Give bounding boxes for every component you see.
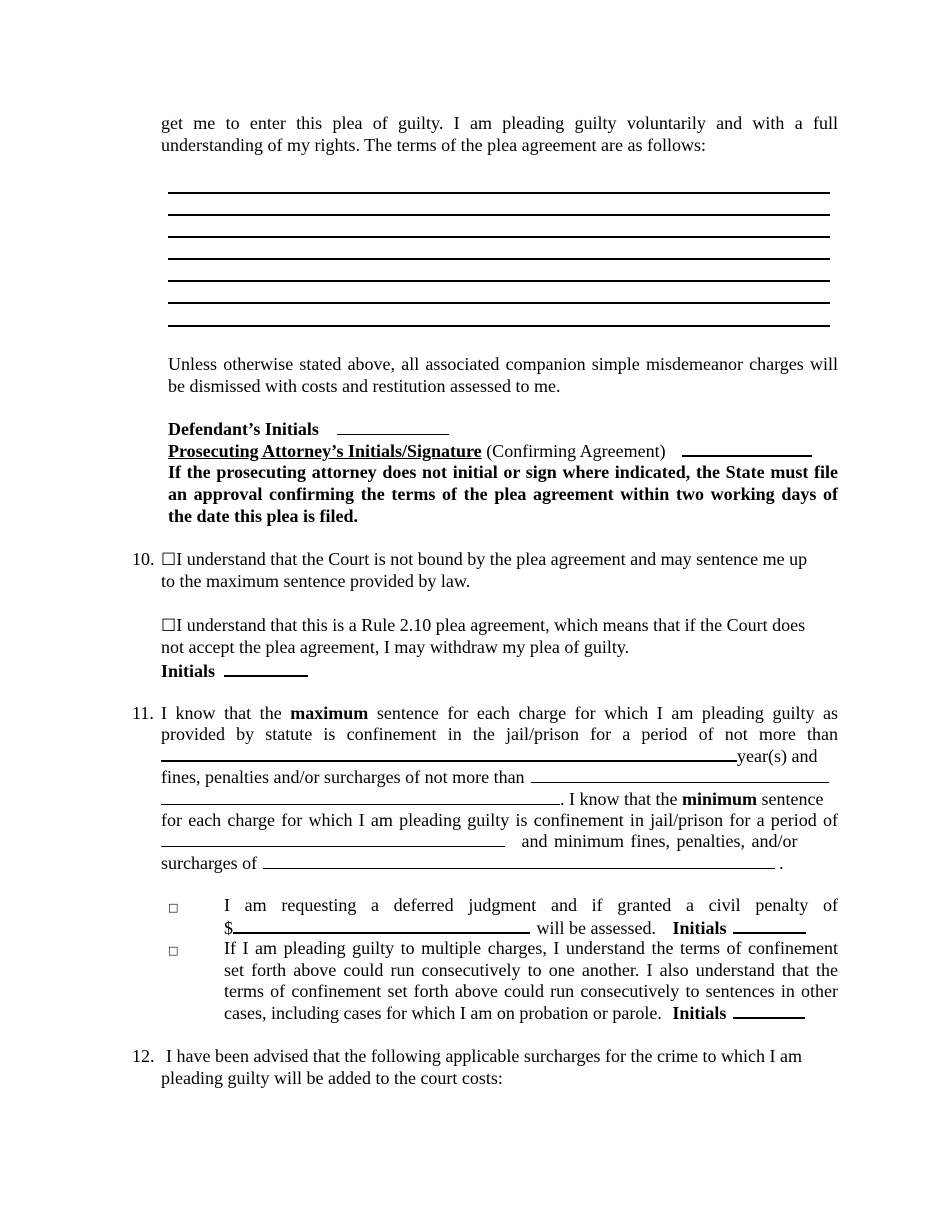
item-11-line-3 [161,744,838,767]
item-11-text-3: year(s) and [737,746,818,766]
item-10-line-2: to the maximum sentence provided by law. [161,571,471,591]
item-11-text-5c: sentence [761,789,824,809]
item-10-initials-row [161,659,308,682]
rule-210-checkbox[interactable]: ☐ [161,616,177,636]
bullet-1-line-2 [224,916,806,939]
deferred-judgment-checkbox[interactable]: □ [168,901,179,914]
bullet-2-line-2: set forth above could run consecutively to one another. I also understand that the [224,960,838,980]
intro-line-2: understanding of my rights. The terms of the plea agreement are as follows: [161,135,707,155]
max-fines-field-continued[interactable] [161,788,560,805]
agreement-line[interactable] [168,258,830,260]
item-11-line-2: provided by statute is confinement in the jail/prison for a period of not more than [161,724,838,744]
bullet-2-line-4 [224,1001,805,1024]
companion-line-1: Unless otherwise stated above, all associated companion simple misdemeanor charges will [168,354,838,374]
civil-penalty-field[interactable] [233,916,530,934]
warning-line-1: If the prosecuting attorney does not initial or sign where indicated, the State must file [168,462,838,482]
dollar-sign: $ [224,918,233,938]
agreement-line[interactable] [168,214,830,216]
item-11-text-7: and minimum fines, penalties, and/or [521,831,798,851]
item-10-initials-label: Initials [161,661,216,681]
maximum-word: maximum [290,703,369,723]
agreement-line[interactable] [168,325,830,327]
bullet-2-initials-label: Initials [672,1003,727,1023]
multiple-charges-checkbox[interactable]: □ [168,944,179,957]
minimum-word: minimum [681,789,757,809]
bullet-1-text-2: will be assessed. [536,918,656,938]
prosecutor-initials-row [168,439,812,462]
item-11-line-6: for each charge for which I am pleading guilty is confinement in jail/prison for a period of [161,810,838,830]
item-11-number: 11. [132,703,154,723]
item-10-initials-field[interactable] [224,659,308,677]
min-fines-field[interactable] [263,852,775,869]
item-11-text-1c: sentence for each charge for which I am pleading guilty as [376,703,839,723]
item-11-text-4: fines, penalties and/or surcharges of not more than [161,767,525,787]
defendant-initials-field[interactable] [337,418,449,435]
bullet-2-line-1: If I am pleading guilty to multiple charges, I understand the terms of confinement [224,938,838,958]
prosecutor-initials-field[interactable] [682,439,812,457]
item-11-text-1a: I know that the [161,703,282,723]
item-11-line-8 [161,852,838,874]
agreement-line[interactable] [168,192,830,194]
agreement-line[interactable] [168,302,830,304]
item-11-text-8: surcharges of [161,853,258,873]
max-fines-field[interactable] [531,766,829,783]
agreement-line[interactable] [168,280,830,282]
item-10-text-3: I understand that this is a Rule 2.10 plea agreement, which means that if the Court does [176,615,806,635]
item-12-line-2: pleading guilty will be added to the court costs: [161,1068,503,1088]
item-11-text-5a: . I know that the [560,789,678,809]
confirming-agreement-text: (Confirming Agreement) [486,441,666,461]
agreement-line[interactable] [168,236,830,238]
bullet-1-initials-label: Initials [672,918,727,938]
bullet-1-line-1: I am requesting a deferred judgment and if granted a civil penalty of [224,895,838,915]
intro-line-1: get me to enter this plea of guilty. I am pleading guilty voluntarily and with a full [161,113,838,133]
bullet-2-line-3: terms of confinement set forth above could run consecutively to sentences in other [224,981,838,1001]
companion-line-2: be dismissed with costs and restitution assessed to me. [168,376,561,396]
item-11-period: . [779,853,784,873]
item-10-text-1: I understand that the Court is not bound by the plea agreement and may sentence me up [176,549,808,569]
bullet-2-initials-field[interactable] [733,1001,805,1019]
warning-line-2: an approval confirming the terms of the plea agreement within two working days of [168,484,838,504]
defendant-initials-row [168,418,449,440]
item-10-line-1 [161,548,838,571]
item-11-line-4 [161,766,838,788]
item-11-line-5 [161,788,838,810]
prosecutor-initials-label: Prosecuting Attorney’s Initials/Signature [168,441,482,461]
item-12-number: 12. [132,1046,155,1066]
bullet-1-initials-field[interactable] [733,916,806,934]
item-10-line-4: not accept the plea agreement, I may withdraw my plea of guilty. [161,637,630,657]
min-confinement-field[interactable] [161,830,505,847]
item-11-line-7 [161,830,838,852]
item-12-line-1: I have been advised that the following applicable surcharges for the crime to which I am [166,1046,802,1066]
item-10-line-3 [161,614,838,637]
item-11-line-1 [161,702,838,724]
max-years-field[interactable] [161,744,737,762]
item-10-number: 10. [132,549,155,569]
court-not-bound-checkbox[interactable]: ☐ [161,550,177,570]
defendant-initials-label: Defendant’s Initials [168,419,319,439]
bullet-2-text-4: cases, including cases for which I am on probation or parole. [224,1003,662,1023]
warning-line-3: the date this plea is filed. [168,506,359,526]
